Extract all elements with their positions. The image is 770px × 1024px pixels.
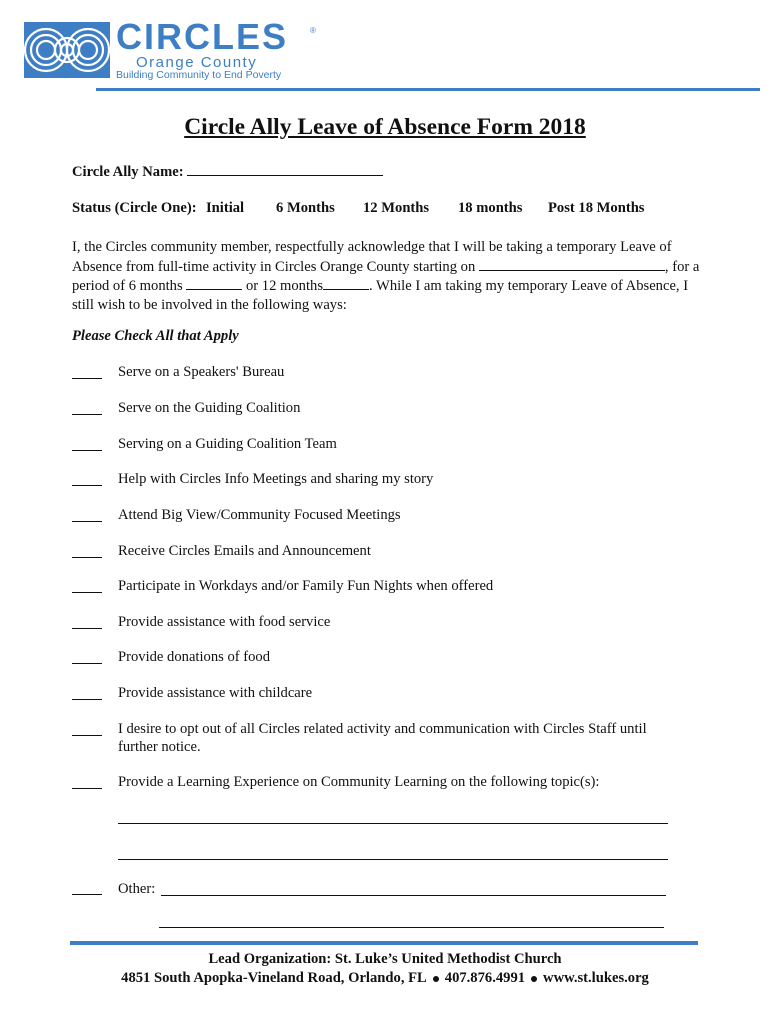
twelve-months-blank[interactable] [323, 276, 369, 290]
checkbox-blank-info-meetings[interactable] [72, 471, 102, 486]
checkbox-blank-childcare[interactable] [72, 685, 102, 700]
option-learning-experience: Provide a Learning Experience on Community Learning on the following topic(s): [118, 774, 600, 790]
lead-organization: Lead Organization: St. Luke’s United Methodist Church [208, 951, 562, 967]
option-opt-out: I desire to opt out of all Circles related activity and communication with Circles Staff until further notice. [118, 721, 647, 755]
other-label: Other: [118, 881, 156, 897]
checkbox-blank-other[interactable] [72, 880, 102, 895]
option-info-meetings: Help with Circles Info Meetings and sharing my story [118, 471, 434, 487]
six-months-blank[interactable] [186, 276, 242, 290]
status-label: Status (Circle One): [72, 200, 197, 216]
checkbox-blank-big-view[interactable] [72, 507, 102, 522]
option-childcare: Provide assistance with childcare [118, 685, 313, 701]
bullet-icon [433, 976, 439, 982]
circles-emblem-icon [24, 22, 110, 78]
ally-name-label: Circle Ally Name: [72, 164, 184, 180]
ally-name-row [72, 162, 383, 181]
acknowledgement-paragraph [72, 238, 712, 314]
checkbox-blank-workdays[interactable] [72, 578, 102, 593]
checkbox-blank-opt-out[interactable] [72, 721, 102, 736]
topic-line-1[interactable] [118, 823, 668, 824]
logo-tagline: Building Community to End Poverty [116, 69, 282, 81]
address: 4851 South Apopka-Vineland Road, Orlando, FL [121, 970, 427, 986]
checkbox-blank-emails[interactable] [72, 543, 102, 558]
topic-line-2[interactable] [118, 859, 668, 860]
start-date-blank[interactable] [479, 257, 665, 271]
contact-line [0, 970, 770, 987]
logo-wordmark: CIRCLES [116, 16, 289, 57]
option-workdays: Participate in Workdays and/or Family Fun Nights when offered [118, 578, 494, 594]
ack-text-1: I, the Circles community member, respectfully acknowledge that I will be taking a temporary Leave of Absence from full-time activity in Circles Orange County starting on [72, 239, 672, 275]
logo-registered-mark: ® [310, 26, 316, 35]
form-title: Circle Ally Leave of Absence Form 2018 [184, 114, 586, 140]
ack-text-3: or 12 months [245, 278, 324, 295]
website[interactable]: www.st.lukes.org [543, 970, 649, 986]
status-option-initial[interactable]: Initial [206, 200, 245, 216]
ally-name-blank[interactable] [187, 162, 383, 176]
check-all-heading: Please Check All that Apply [72, 328, 239, 344]
ack-text-4: . While I am taking my temporary Leave of Absence, I still wish to be involved in the following ways: [72, 278, 689, 313]
checkbox-blank-food-service[interactable] [72, 614, 102, 629]
checkbox-blank-learning-experience[interactable] [72, 774, 102, 789]
phone: 407.876.4991 [444, 970, 526, 986]
option-guiding-coalition: Serve on the Guiding Coalition [118, 400, 301, 416]
option-big-view-meetings: Attend Big View/Community Focused Meetings [118, 507, 401, 523]
header-divider [96, 88, 760, 91]
checkbox-blank-guiding-coalition[interactable] [72, 400, 102, 415]
other-line-2[interactable] [159, 927, 664, 928]
option-coalition-team: Serving on a Guiding Coalition Team [118, 436, 337, 452]
ack-text-2: , for a period of 6 months [72, 258, 700, 295]
status-option-12-months[interactable]: 12 Months [363, 200, 430, 216]
bullet-icon [531, 976, 537, 982]
footer-divider [70, 941, 698, 945]
circles-logo [24, 16, 324, 82]
status-option-post-18-months[interactable]: Post 18 Months [548, 200, 645, 216]
checkbox-blank-speakers-bureau[interactable] [72, 364, 102, 379]
checkbox-blank-food-donations[interactable] [72, 649, 102, 664]
option-food-donations: Provide donations of food [118, 649, 271, 665]
checkbox-blank-coalition-team[interactable] [72, 436, 102, 451]
logo-location: Orange County [136, 54, 258, 71]
status-option-18-months[interactable]: 18 months [458, 200, 523, 216]
other-line-1[interactable] [161, 895, 666, 896]
option-food-service: Provide assistance with food service [118, 614, 331, 630]
status-option-6-months[interactable]: 6 Months [276, 200, 335, 216]
option-emails: Receive Circles Emails and Announcement [118, 543, 371, 559]
option-speakers-bureau: Serve on a Speakers' Bureau [118, 364, 285, 380]
